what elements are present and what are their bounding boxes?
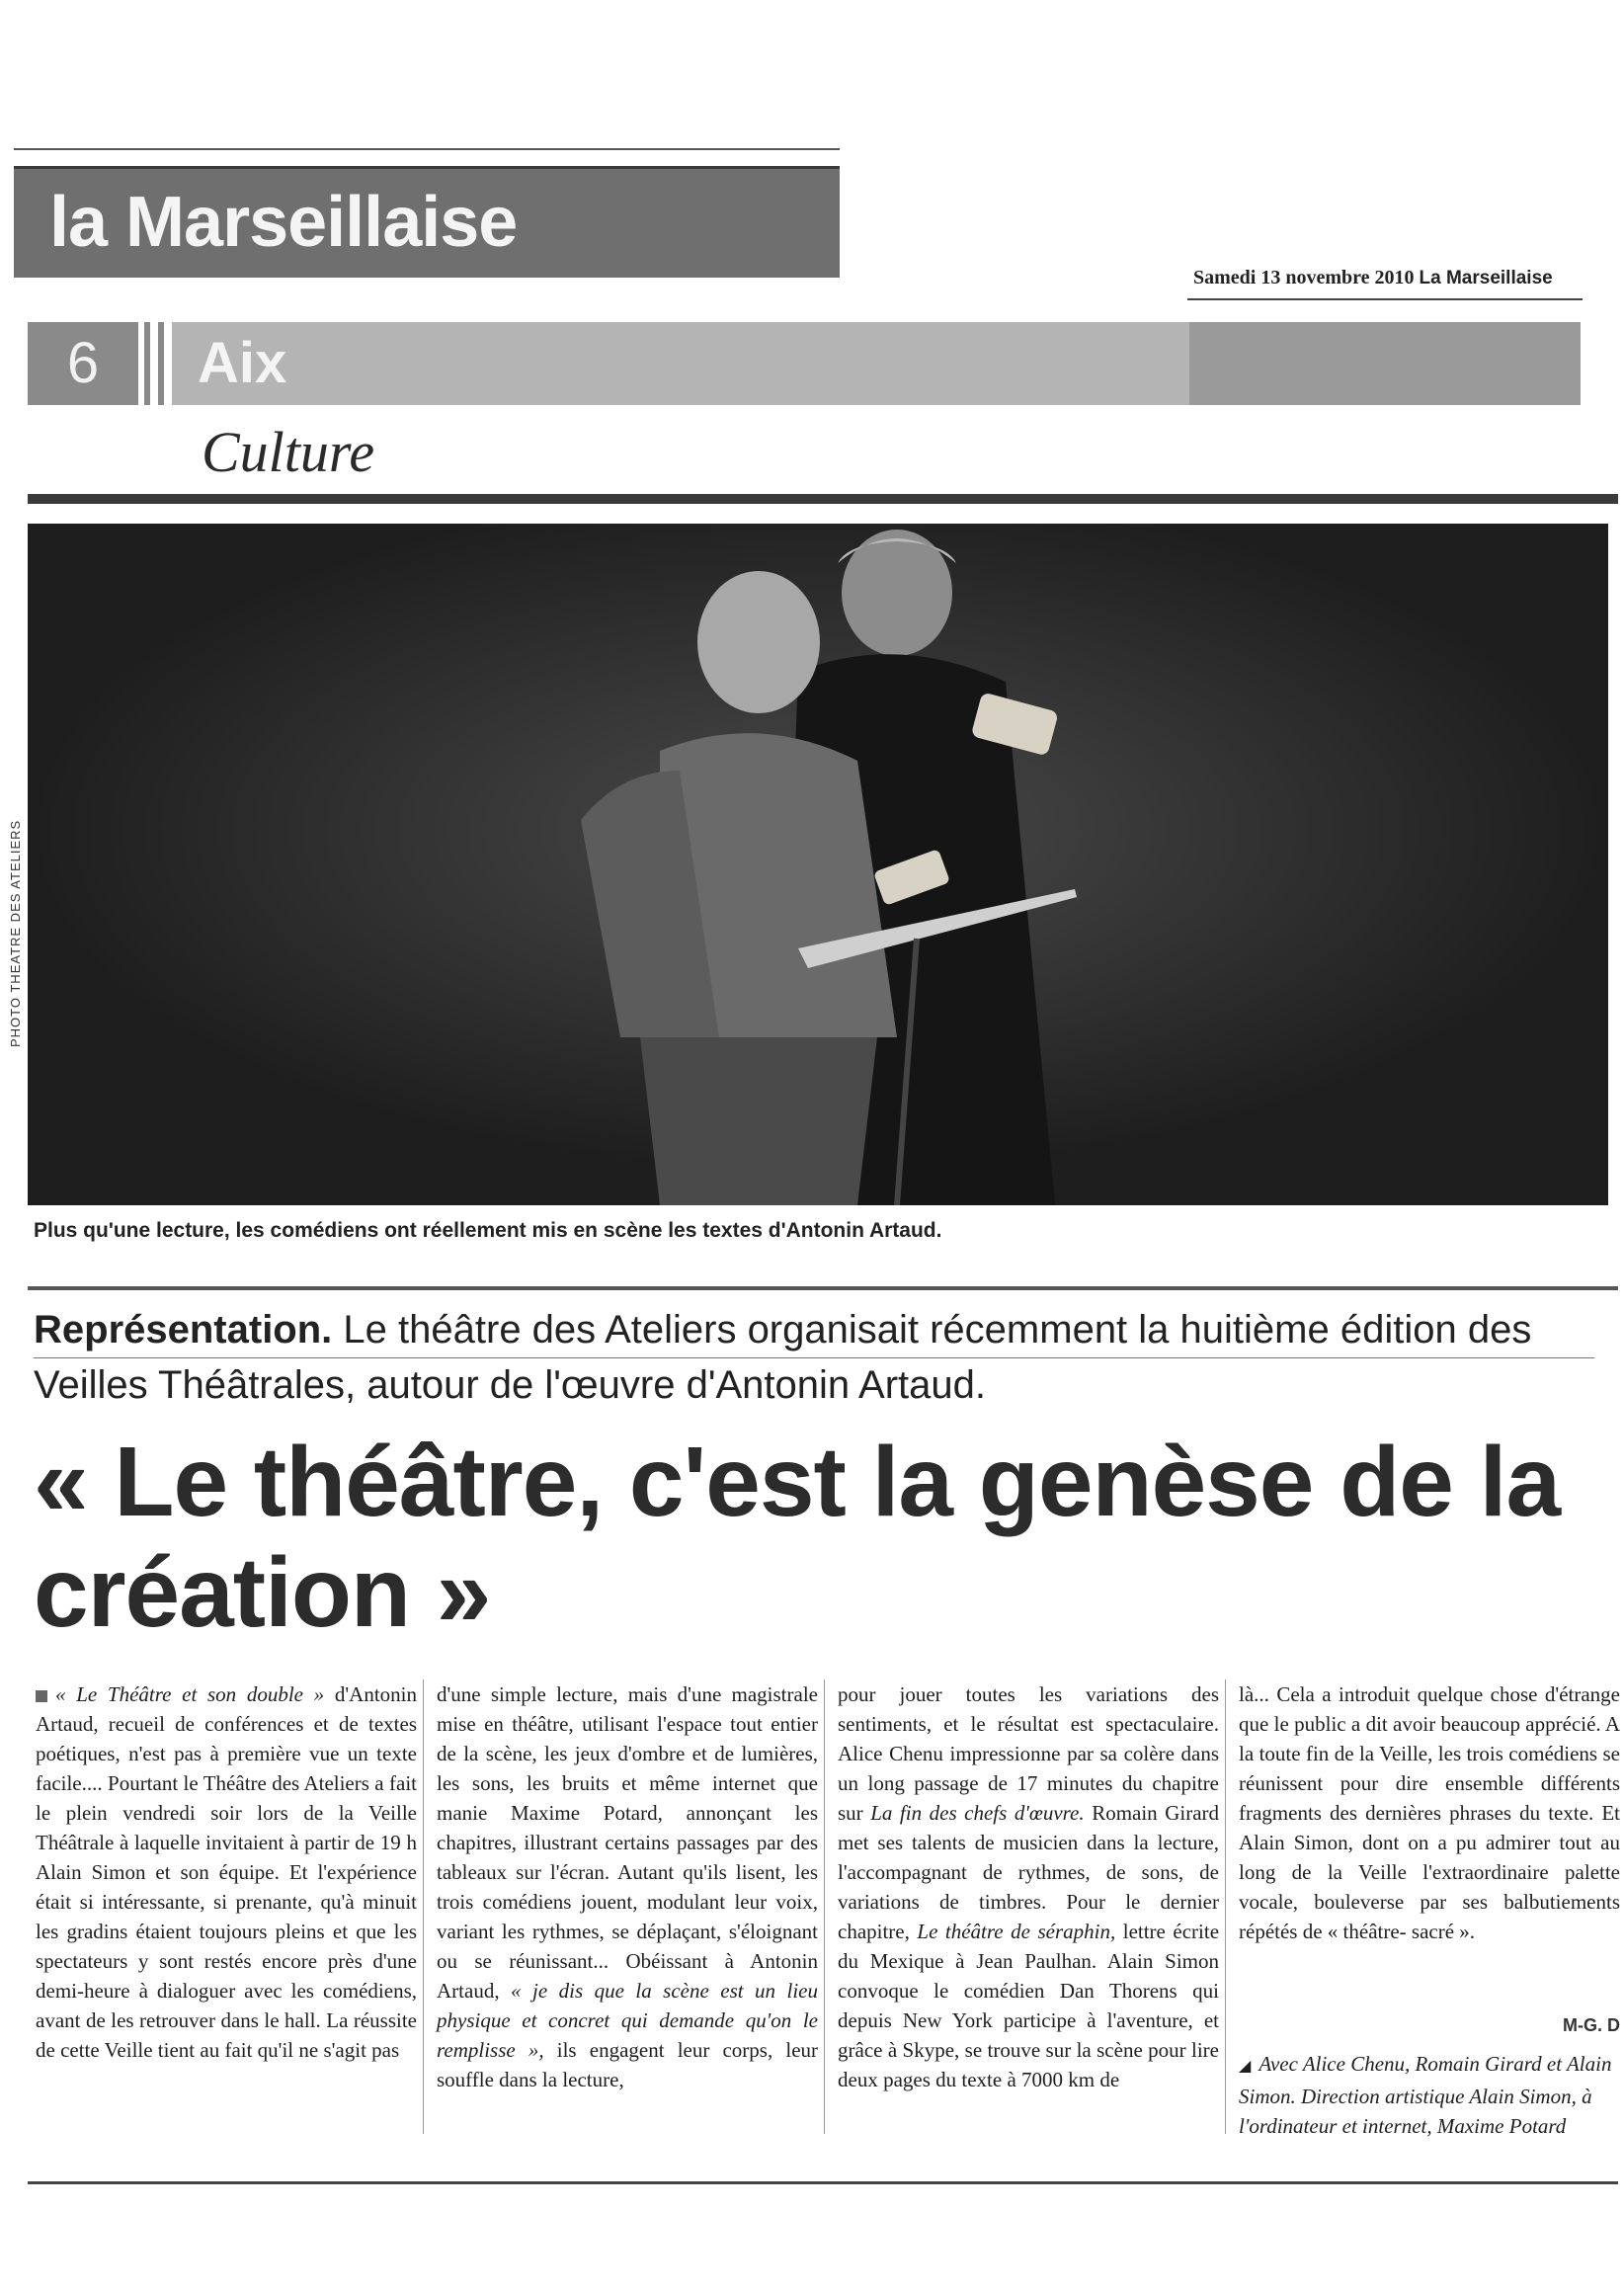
work-title: « Le Théâtre et son double » xyxy=(55,1682,325,1706)
column-rule xyxy=(423,1679,424,2134)
photo-credit: PHOTO THEATRE DES ATELIERS xyxy=(8,819,23,1047)
bottom-rule xyxy=(28,2181,1618,2184)
work-title: La fin des chefs d'œuvre. xyxy=(870,1801,1085,1825)
body-text: là... Cela a introduit quelque chose d'étrange que le public a dit avoir beaucoup apprécié. A la toute fin de la Veille, les trois comédiens se réunissent pour dire ensemble différents fragments des dernières phrases du texte. Et Alain Simon, dont on a pu admirer tout au long de la Veille l'extraordinaire palette vocale, bouleverse par ses balbutiements répétés de « théâtre- sacré ». xyxy=(1239,1682,1620,1943)
standfirst-text: Le théâtre des Ateliers organisait récemment la huitième édition des Veilles Théâtrales, autour de l'œuvre d'Antonin Artaud. xyxy=(34,1308,1532,1407)
column-rule xyxy=(1225,1679,1226,2134)
standfirst-rule xyxy=(34,1357,1594,1358)
band-separator xyxy=(158,322,164,405)
production-credits xyxy=(1239,2049,1620,2141)
author-signature: M-G. D xyxy=(1563,2015,1620,2035)
body-text: d'Antonin Artaud, recueil de conférences et de textes poétiques, n'est pas à première vue un texte facile.... Pourtant le Théâtre des Ateliers a fait le plein vendredi soir lors de la Veille Théâtrale à laquelle invitaient à partir de 19 h Alain Simon et son équipe. Et l'expérience était si intéressante, si prenante, qu'à minuit les gradins étaient toujours pleins et que les spectateurs y sont restés encore près d'une demi-heure à dialoguer avec les comédiens, avant de les retrouver dans le hall. La réussite de cette Veille tient au fait qu'il ne s'agit pas xyxy=(36,1682,418,2062)
headline: « Le théâtre, c'est la genèse de la création » xyxy=(34,1427,1561,1648)
page-number: 6 xyxy=(28,322,138,405)
quote: « je dis que la scène est un lieu physique et concret qui demande qu'on le remplisse », xyxy=(437,1979,818,2062)
dateline-rule xyxy=(1187,298,1583,300)
section-band xyxy=(28,322,1581,405)
band-right-block xyxy=(1189,322,1581,405)
body-column-2 xyxy=(437,1679,818,2094)
section-name: Aix xyxy=(198,331,287,395)
stage-photo-illustration xyxy=(28,524,1608,1205)
dateline-date: Samedi 13 novembre 2010 xyxy=(1193,267,1415,288)
photo-caption: Plus qu'une lecture, les comédiens ont réellement mis en scène les textes d'Antonin Artaud. xyxy=(34,1219,942,1242)
credits-text: Avec Alice Chenu, Romain Girard et Alain Simon. Direction artistique Alain Simon, à l'ordinateur et internet, Maxime Potard xyxy=(1239,2052,1612,2138)
section-rule xyxy=(28,494,1618,504)
dateline-brand: La Marseillaise xyxy=(1419,268,1553,288)
body-column-3 xyxy=(838,1679,1219,2094)
dateline xyxy=(1193,267,1553,289)
body-column-1 xyxy=(36,1679,417,2065)
top-rule xyxy=(14,148,840,150)
body-text: lettre écrite du Mexique à Jean Paulhan. Alain Simon convoque le comédien Dan Thorens qui depuis New York participe à l'aventure, et grâce à Skype, se trouve sur la scène pour lire deux pages du texte à 7000 km de xyxy=(838,1920,1220,2091)
article-photo xyxy=(28,524,1608,1205)
triangle-icon: ◢ xyxy=(1239,2058,1252,2075)
body-text: pour jouer toutes les variations des sentiments, et le résultat est spectaculaire. Alice Chenu impressionne par sa colère dans un long passage de 17 minutes du chapitre sur xyxy=(838,1682,1219,1825)
masthead xyxy=(14,166,840,278)
kicker: Représentation. xyxy=(34,1308,333,1351)
column-rule xyxy=(824,1679,825,2134)
masthead-title: la Marseillaise xyxy=(49,183,518,262)
body-text: ils engagent leur corps, leur souffle dans la lecture, xyxy=(437,2038,819,2091)
article-rule xyxy=(28,1286,1618,1290)
work-title: Le théâtre de séraphin, xyxy=(917,1920,1116,1943)
band-separator xyxy=(144,322,150,405)
body-text: d'une simple lecture, mais d'une magistrale mise en théâtre, utilisant l'espace tout entier de la scène, les jeux d'ombre et de lumières, les sons, les bruits et même internet que manie Maxime Potard, annonçant les chapitres, illustrant certains passages par des tableaux sur l'écran. Autant qu'ils lisent, les trois comédiens jouent, modulant leur voix, variant les rythmes, se déplaçant, s'éloignant ou se réunissant... Obéissant à Antonin Artaud, xyxy=(437,1682,818,2003)
lead-square-icon xyxy=(36,1690,47,1702)
body-column-4 xyxy=(1239,1679,1620,1946)
body-text: Romain Girard met ses talents de musicien dans la lecture, l'accompagnant de rythmes, de sons, de variations de timbres. Pour le dernier chapitre, xyxy=(838,1801,1220,1943)
rubric: Culture xyxy=(202,420,375,484)
